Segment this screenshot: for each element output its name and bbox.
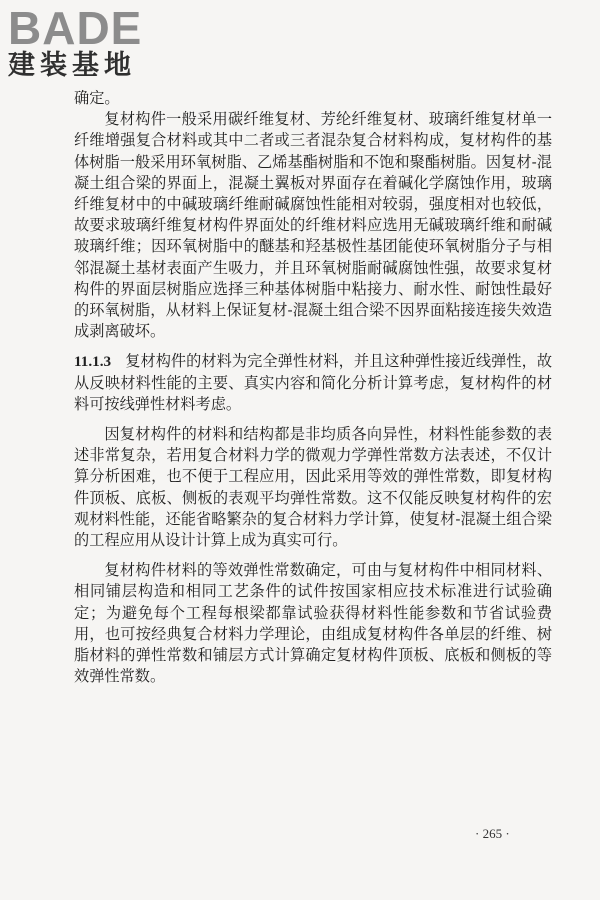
paragraph-continuation: 确定。 xyxy=(74,89,120,107)
paragraph-testing: 复材构件材料的等效弹性常数确定，可由与复材构件中相同材料、相同铺层构造和相同工艺条件的试件按国家相应技术标准进行试验确定；为避免每个工程每根梁都靠试验获得材料性能参数和节省试验费用，也可按经典复合材料力学理论，由组成复材构件各单层的纤维、树脂材料的弹性常数和铺层方式计算确定复材构件顶板、底板和侧板的等效弹性常数。 xyxy=(74,561,552,686)
page-body xyxy=(74,88,552,687)
paragraph-materials: 复材构件一般采用碳纤维复材、芳纶纤维复材、玻璃纤维复材单一纤维增强复合材料或其中二者或三者混杂复合材料构成，复材构件的基体树脂一般采用环氧树脂、乙烯基酯树脂和不饱和聚酯树脂。因复材-混凝土组合梁的界面上，混凝土翼板对界面存在着碱化学腐蚀作用，玻璃纤维复材中的中碱玻璃纤维耐碱腐蚀性能相对较弱，强度相对也较低，故要求玻璃纤维复材构件界面处的纤维材料应选用无碱玻璃纤维和耐碱玻璃纤维；因环氧树脂中的醚基和羟基极性基团能使环氧树脂分子与相邻混凝土基材表面产生吸力，并且环氧树脂耐碱腐蚀性强，故要求复材构件的界面层树脂应选择三种基体树脂中粘接力、耐水性、耐蚀性最好的环氧树脂，从材料上保证复材-混凝土组合梁不因界面粘接连接失效造成剥离破坏。 xyxy=(74,110,552,341)
logo-subtitle: 建装基地 xyxy=(8,50,136,81)
section-number: 11.1.3 xyxy=(74,353,112,371)
page-number: · 265 · xyxy=(475,826,510,841)
paragraph-equivalent-constants: 因复材构件的材料和结构都是非均质各向异性，材料性能参数的表述非常复杂，若用复合材料力学的微观力学弹性常数方法表述，不仅计算分析困难，也不便于工程应用，因此采用等效的弹性常数，即复材构件顶板、底板、侧板的表观平均弹性常数。这不仅能反映复材构件的宏观材料性能，还能省略繁杂的复合材料力学计算，使复材-混凝土组合梁的工程应用从设计计算上成为真实可行。 xyxy=(74,425,552,550)
logo-wordmark: BADE xyxy=(8,2,143,54)
section-11-1-3 xyxy=(74,351,552,415)
section-text: 复材构件的材料为完全弹性材料，并且这种弹性接近线弹性，故从反映材料性能的主要、真实内容和简化分析计算考虑，复材构件的材料可按线弹性材料考虑。 xyxy=(74,352,552,413)
brand-logo xyxy=(8,4,178,82)
